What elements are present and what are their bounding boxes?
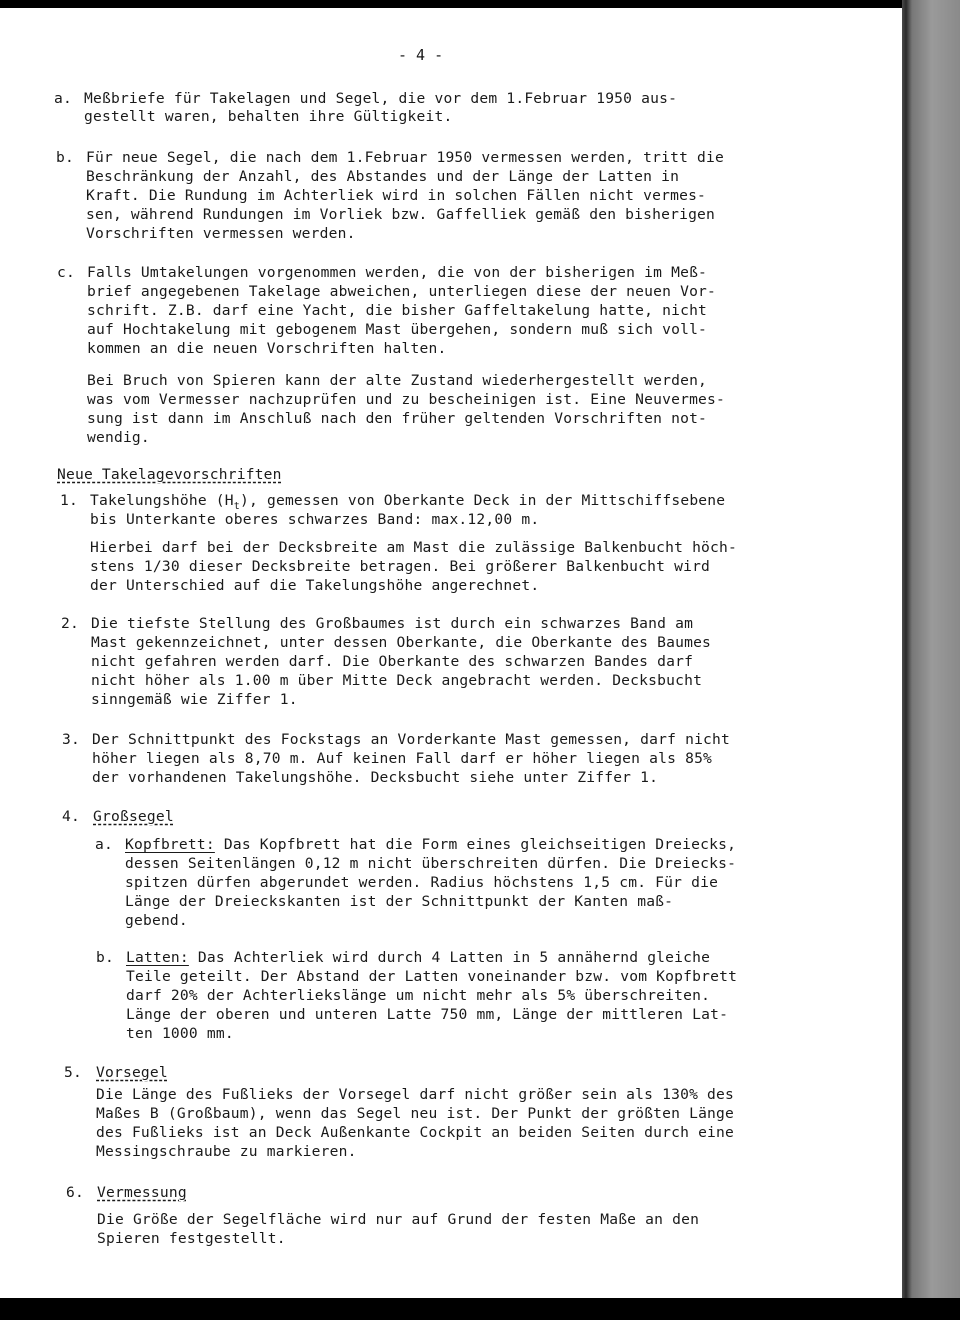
scan-bottom-border bbox=[0, 1298, 960, 1320]
rule-5-line: Messingschraube zu markieren. bbox=[96, 1143, 357, 1160]
item-a-label: a. bbox=[54, 90, 72, 107]
item-a-line: Meßbriefe für Takelagen und Segel, die vor dem 1.Februar 1950 aus- bbox=[84, 90, 678, 107]
rule-3-line: höher liegen als 8,70 m. Auf keinen Fall darf er höher liegen als 85% bbox=[92, 750, 713, 767]
rule-4b-line: ten 1000 mm. bbox=[126, 1025, 234, 1042]
rule-1-para2-line: Hierbei darf bei der Decksbreite am Mast die zulässige Balkenbucht höch- bbox=[90, 539, 738, 556]
rule-1-subscript: t bbox=[233, 500, 241, 512]
rule-4a-term: Kopfbrett: bbox=[125, 836, 215, 853]
rule-4b-line: Teile geteilt. Der Abstand der Latten voneinander bzw. vom Kopfbrett bbox=[126, 968, 738, 985]
rule-4a-line: gebend. bbox=[125, 912, 188, 929]
item-b-line: sen, während Rundungen im Vorliek bzw. Gaffelliek gemäß den bisherigen bbox=[86, 206, 716, 223]
rule-1-text-post: ), gemessen von Oberkante Deck in der Mittschiffsebene bbox=[240, 492, 726, 509]
rule-1-para2-line: der Unterschied auf die Takelungshöhe angerechnet. bbox=[90, 577, 540, 594]
rule-4a-line: dessen Seitenlängen 0,12 m nicht überschreiten dürfen. Die Dreiecks- bbox=[125, 855, 737, 872]
rule-4-heading: Großsegel bbox=[93, 808, 174, 825]
rule-2-line: nicht gefahren werden darf. Die Oberkante des schwarzen Bandes darf bbox=[91, 653, 694, 670]
rule-4b-text: Das Achterliek wird durch 4 Latten in 5 annähernd gleiche bbox=[188, 949, 711, 966]
rule-1-text-pre: Takelungshöhe (H bbox=[90, 492, 234, 509]
rule-4a-label: a. bbox=[95, 836, 113, 853]
rule-1-line: bis Unterkante oberes schwarzes Band: max.12,00 m. bbox=[90, 511, 540, 528]
page-number: - 4 - bbox=[398, 46, 444, 64]
rule-5-line: Die Länge des Fußlieks der Vorsegel darf nicht größer sein als 130% des bbox=[96, 1086, 735, 1103]
item-c-line: Falls Umtakelungen vorgenommen werden, die von der bisherigen im Meß- bbox=[87, 264, 708, 281]
section-heading: Neue Takelagevorschriften bbox=[57, 466, 282, 483]
item-b-line: Für neue Segel, die nach dem 1.Februar 1950 vermessen werden, tritt die bbox=[86, 149, 725, 166]
rule-6-line: Spieren festgestellt. bbox=[97, 1230, 286, 1247]
item-c-line: auf Hochtakelung mit gebogenem Mast übergehen, sondern muß sich voll- bbox=[87, 321, 708, 338]
rule-2-label: 2. bbox=[61, 615, 79, 632]
item-c-para2-line: was vom Vermesser nachzuprüfen und zu bescheinigen ist. Eine Neuvermes- bbox=[87, 391, 726, 408]
item-c-line: schrift. Z.B. darf eine Yacht, die bisher Gaffeltakelung hatte, nicht bbox=[87, 302, 708, 319]
rule-6-heading: Vermessung bbox=[97, 1184, 187, 1201]
rule-5-line: Maßes B (Großbaum), wenn das Segel neu ist. Der Punkt der größten Länge bbox=[96, 1105, 735, 1122]
rule-4a-line bbox=[125, 836, 736, 854]
item-b-label: b. bbox=[56, 149, 74, 166]
item-b-line: Kraft. Die Rundung im Achterliek wird in solchen Fällen nicht vermes- bbox=[86, 187, 707, 204]
rule-3-line: der vorhandenen Takelungshöhe. Decksbucht siehe unter Ziffer 1. bbox=[92, 769, 659, 786]
rule-4b-line: Länge der oberen und unteren Latte 750 mm, Länge der mittleren Lat- bbox=[126, 1006, 729, 1023]
item-c-para2-line: wendig. bbox=[87, 429, 150, 446]
rule-6-line: Die Größe der Segelfläche wird nur auf Grund der festen Maße an den bbox=[97, 1211, 700, 1228]
rule-4a-line: Länge der Dreieckskanten ist der Schnittpunkt der Kanten maß- bbox=[125, 893, 674, 910]
rule-4b-line: darf 20% der Achterliekslänge um nicht mehr als 5% überschreiten. bbox=[126, 987, 711, 1004]
rule-4b-label: b. bbox=[96, 949, 114, 966]
item-b-line: Beschränkung der Anzahl, des Abstandes und der Länge der Latten in bbox=[86, 168, 680, 185]
rule-5-heading: Vorsegel bbox=[96, 1064, 168, 1081]
rule-6-label: 6. bbox=[66, 1184, 84, 1201]
scan-top-border bbox=[0, 0, 960, 8]
rule-3-label: 3. bbox=[62, 731, 80, 748]
rule-5-label: 5. bbox=[64, 1064, 82, 1081]
rule-4a-line: spitzen dürfen abgerundet werden. Radius höchstens 1,5 cm. Für die bbox=[125, 874, 719, 891]
item-c-line: kommen an die neuen Vorschriften halten. bbox=[87, 340, 447, 357]
rule-4b-term: Latten: bbox=[126, 949, 189, 966]
rule-2-line: nicht höher als 1.00 m über Mitte Deck angebracht werden. Decksbucht bbox=[91, 672, 703, 689]
rule-4-label: 4. bbox=[62, 808, 80, 825]
rule-4a-text: Das Kopfbrett hat die Form eines gleichseitigen Dreiecks, bbox=[214, 836, 737, 853]
rule-1-para2-line: stens 1/30 dieser Decksbreite betragen. Bei größerer Balkenbucht wird bbox=[90, 558, 711, 575]
rule-1-label: 1. bbox=[60, 492, 78, 509]
scan-right-edge bbox=[902, 0, 960, 1320]
rule-5-line: des Fußlieks ist an Deck Außenkante Cockpit an beiden Seiten durch eine bbox=[96, 1124, 735, 1141]
item-c-para2-line: sung ist dann im Anschluß nach den früher geltenden Vorschriften not- bbox=[87, 410, 708, 427]
item-c-label: c. bbox=[57, 264, 75, 281]
rule-2-line: sinngemäß wie Ziffer 1. bbox=[91, 691, 298, 708]
rule-2-line: Die tiefste Stellung des Großbaumes ist durch ein schwarzes Band am bbox=[91, 615, 694, 632]
item-a-line: gestellt waren, behalten ihre Gültigkeit. bbox=[84, 108, 453, 125]
rule-4b-line bbox=[126, 949, 710, 967]
rule-2-line: Mast gekennzeichnet, unter dessen Oberkante, die Oberkante des Baumes bbox=[91, 634, 712, 651]
item-c-line: brief angegebenen Takelage abweichen, unterliegen diese der neuen Vor- bbox=[87, 283, 717, 300]
item-b-line: Vorschriften vermessen werden. bbox=[86, 225, 356, 242]
rule-3-line: Der Schnittpunkt des Fockstags an Vorderkante Mast gemessen, darf nicht bbox=[92, 731, 731, 748]
item-c-para2-line: Bei Bruch von Spieren kann der alte Zustand wiederhergestellt werden, bbox=[87, 372, 708, 389]
